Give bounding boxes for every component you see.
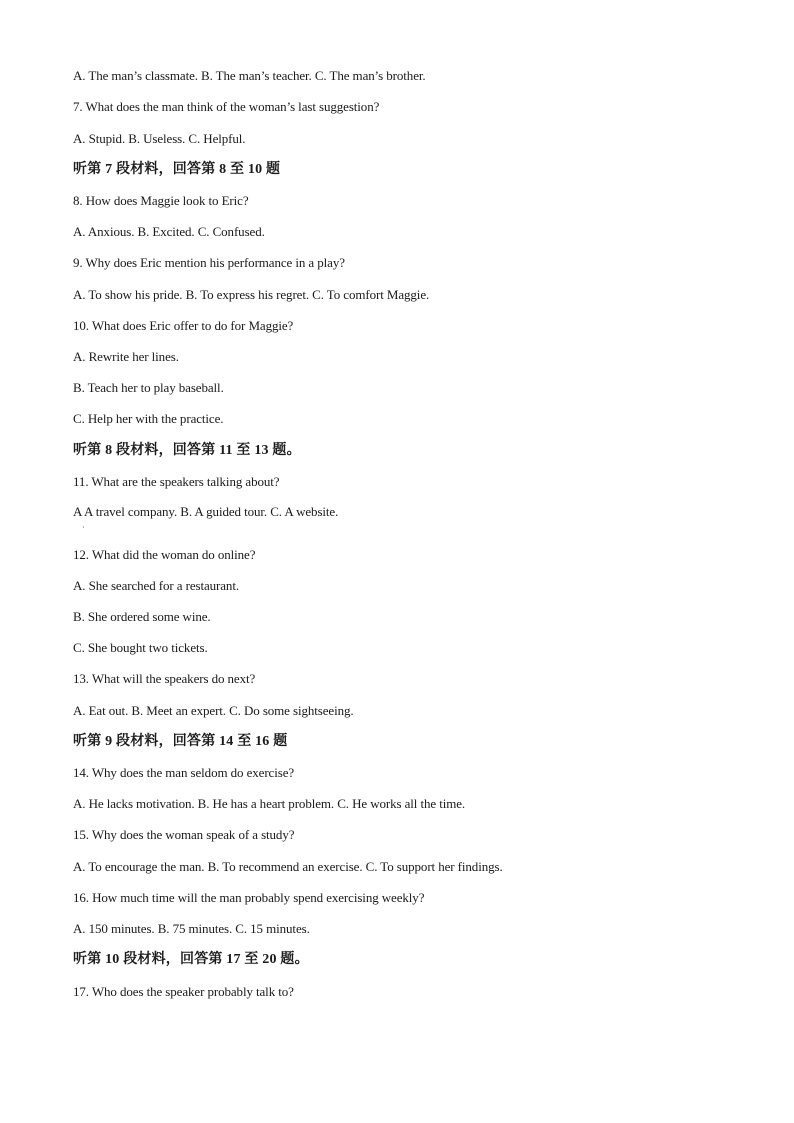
section-heading-7: 听第 7 段材料，回答第 8 至 10 题 — [73, 162, 281, 177]
answer-options-q11: A A travel company. B. A guided tour. C. A website. — [73, 504, 339, 519]
answer-options-q9: A. To show his pride. B. To express his regret. C. To comfort Maggie. — [73, 287, 430, 302]
section-heading-9: 听第 9 段材料，回答第 14 至 16 题 — [73, 734, 288, 749]
question-11: 11. What are the speakers talking about? — [73, 474, 280, 489]
stray-dot-mark: · — [82, 523, 85, 532]
section-heading-10: 听第 10 段材料，回答第 17 至 20 题。 — [73, 952, 309, 967]
question-7: 7. What does the man think of the woman’s last suggestion? — [73, 99, 380, 114]
question-8: 8. How does Maggie look to Eric? — [73, 193, 249, 208]
question-9: 9. Why does Eric mention his performance in a play? — [73, 255, 345, 270]
answer-options-q7: A. Stupid. B. Useless. C. Helpful. — [73, 131, 246, 146]
question-15: 15. Why does the woman speak of a study? — [73, 827, 295, 842]
answer-option-q10-c: C. Help her with the practice. — [73, 411, 224, 426]
question-16: 16. How much time will the man probably spend exercising weekly? — [73, 890, 425, 905]
answer-options-q16: A. 150 minutes. B. 75 minutes. C. 15 minutes. — [73, 921, 310, 936]
answer-options-q15: A. To encourage the man. B. To recommend an exercise. C. To support her findings. — [73, 859, 503, 874]
section-heading-8: 听第 8 段材料，回答第 11 至 13 题。 — [73, 443, 301, 458]
question-12: 12. What did the woman do online? — [73, 547, 256, 562]
answer-option-q10-b: B. Teach her to play baseball. — [73, 380, 224, 395]
question-13: 13. What will the speakers do next? — [73, 671, 256, 686]
answer-options-q8: A. Anxious. B. Excited. C. Confused. — [73, 224, 265, 239]
answer-option-q10-a: A. Rewrite her lines. — [73, 349, 179, 364]
answer-option-q12-a: A. She searched for a restaurant. — [73, 578, 239, 593]
answer-options-q13: A. Eat out. B. Meet an expert. C. Do some sightseeing. — [73, 703, 354, 718]
answer-options-q6: A. The man’s classmate. B. The man’s teacher. C. The man’s brother. — [73, 68, 426, 83]
answer-option-q12-b: B. She ordered some wine. — [73, 609, 211, 624]
question-10: 10. What does Eric offer to do for Maggie? — [73, 318, 294, 333]
question-17: 17. Who does the speaker probably talk to? — [73, 984, 294, 999]
question-14: 14. Why does the man seldom do exercise? — [73, 765, 295, 780]
answer-option-q12-c: C. She bought two tickets. — [73, 640, 208, 655]
answer-options-q14: A. He lacks motivation. B. He has a heart problem. C. He works all the time. — [73, 796, 466, 811]
